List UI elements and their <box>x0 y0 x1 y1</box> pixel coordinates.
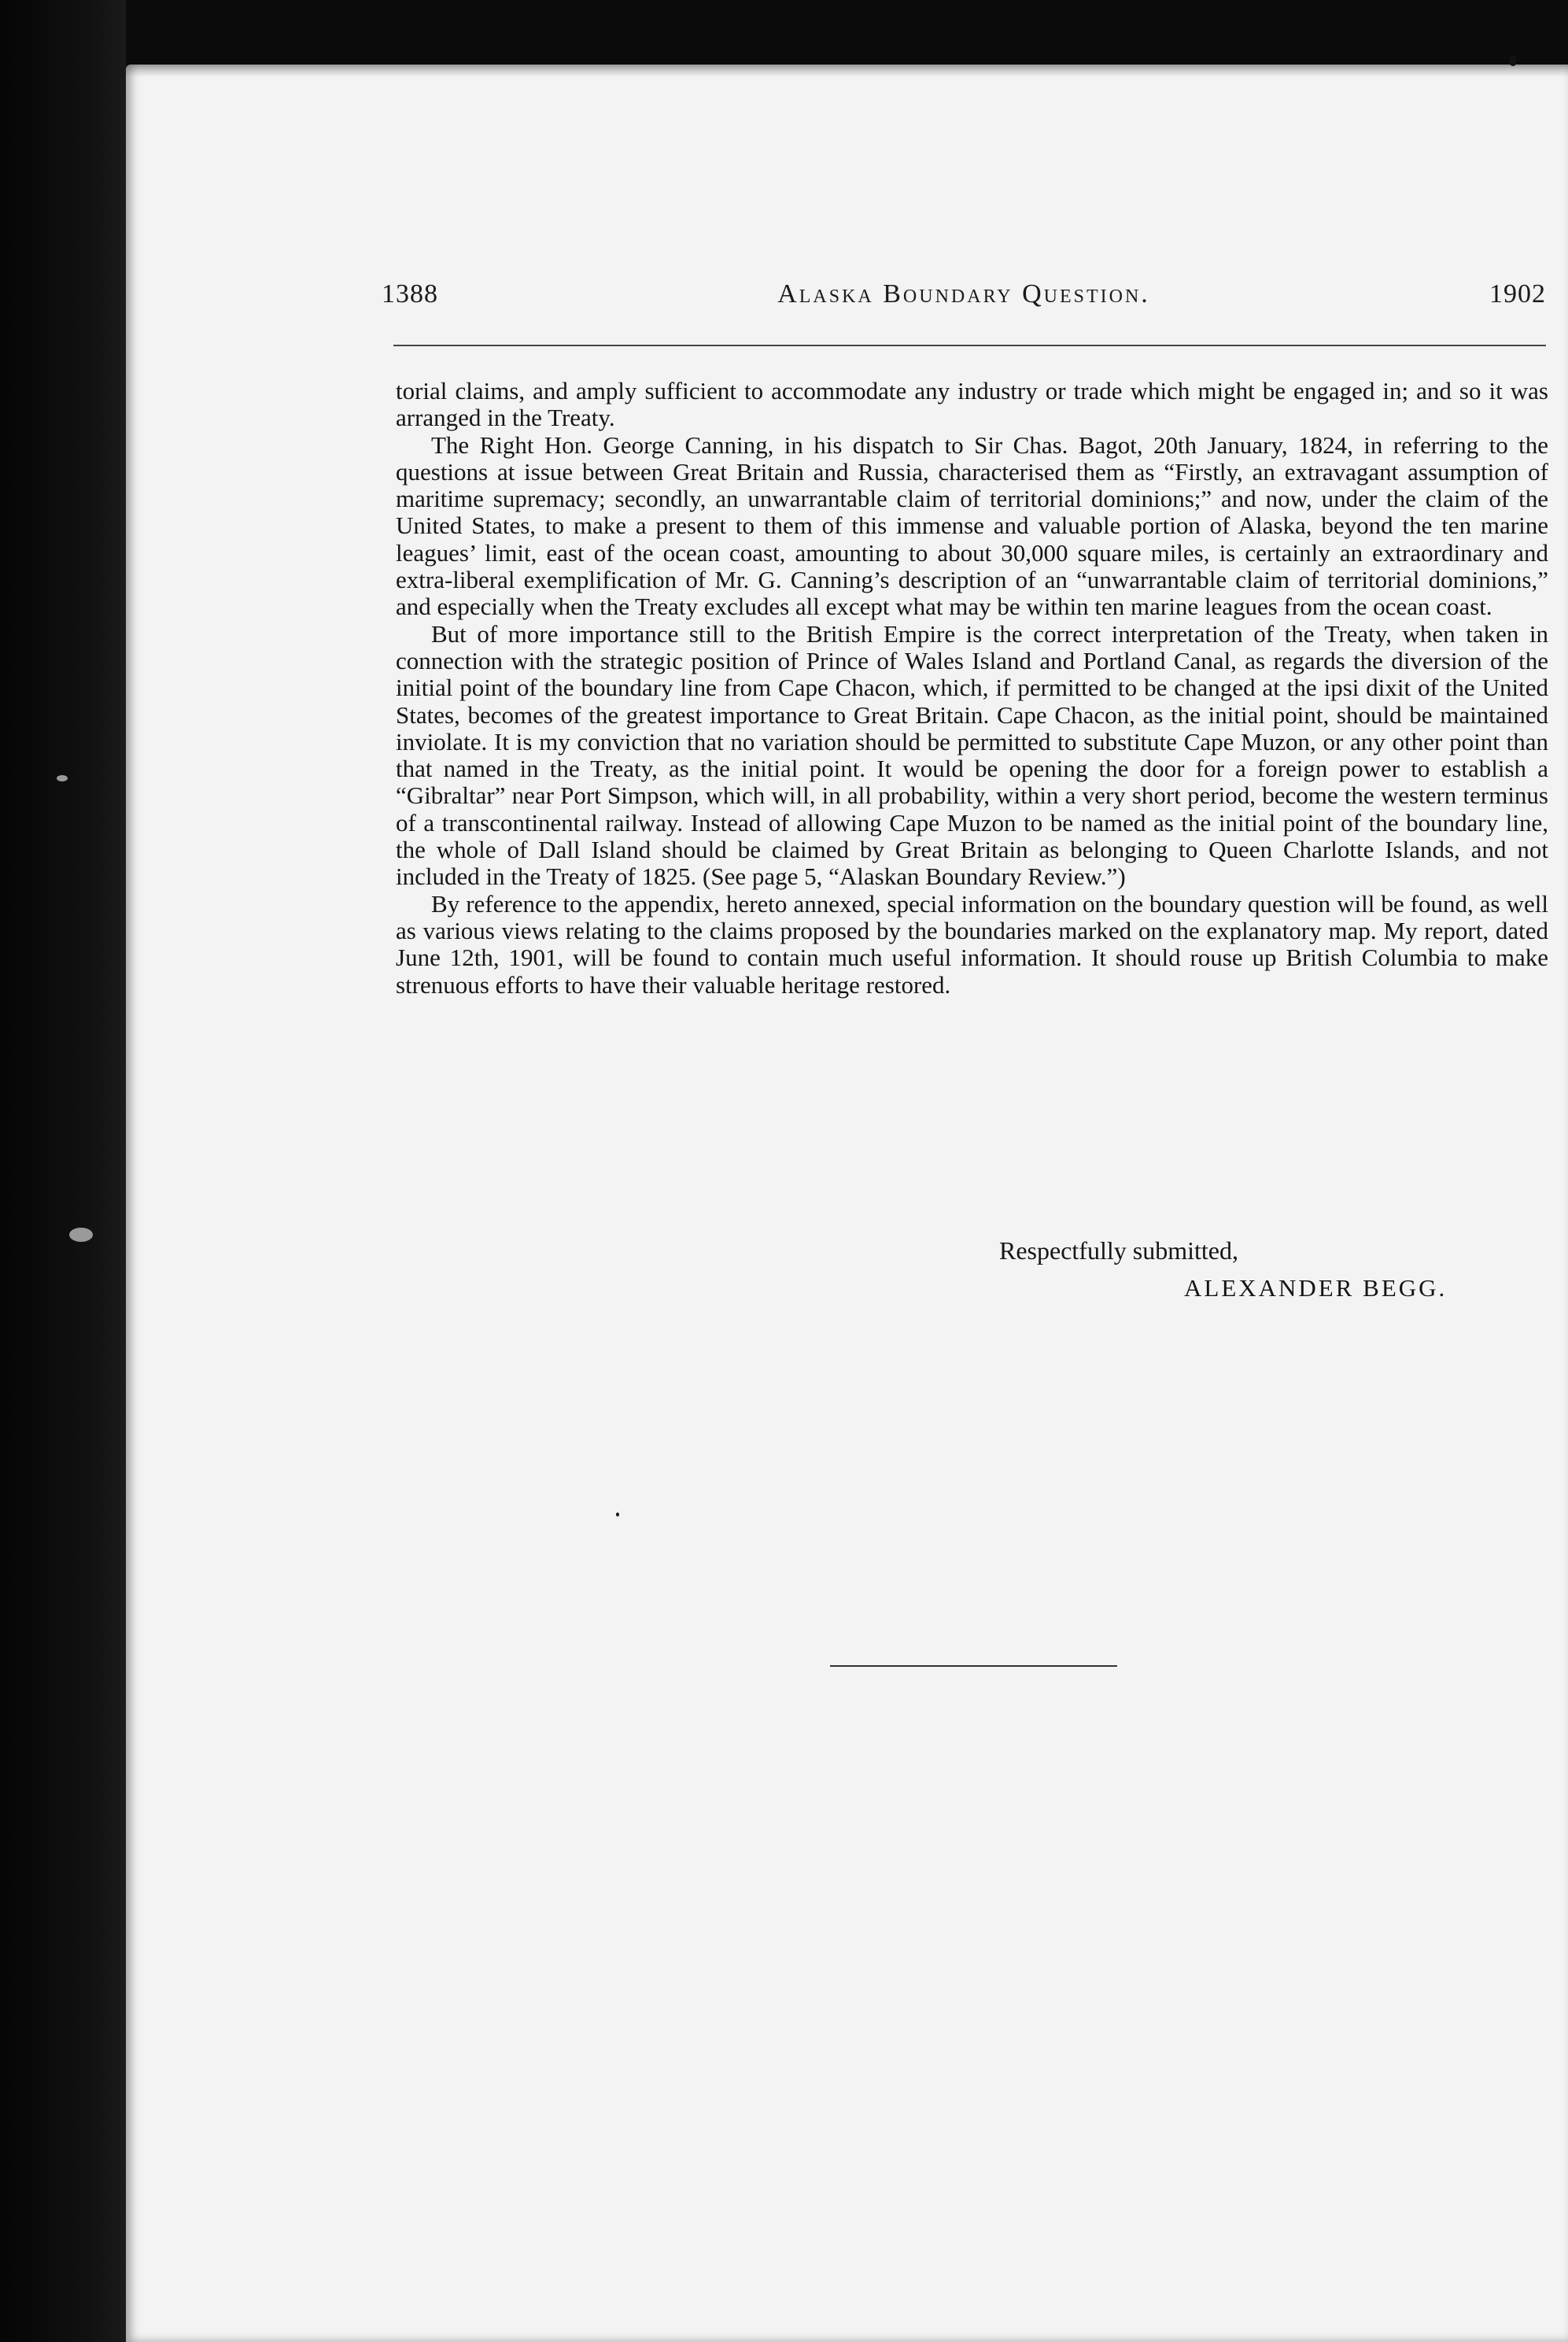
running-title: Alaska Boundary Question. <box>777 279 1150 308</box>
scan-border <box>0 0 126 2342</box>
header-rule <box>393 345 1546 346</box>
running-head <box>382 279 1546 319</box>
paragraph: torial claims, and amply sufficient to accommodate any industry or trade which might be engaged in; and so it was arranged in the Treaty. <box>396 377 1548 432</box>
salutation: Respectfully submitted, <box>999 1236 1238 1265</box>
signature: ALEXANDER BEGG. <box>1184 1274 1448 1302</box>
page-edge-shadow <box>126 65 1568 77</box>
scan-speck <box>616 1513 619 1516</box>
paragraph: By reference to the appendix, hereto annexed, special information on the boundary question will be found, as well as various views relating to the claims proposed by the boundaries marked on the explanatory map. My report, dated June 12th, 1901, will be found to contain much useful information. It should rouse up British Columbia to make strenuous efforts to have their valuable heritage restored. <box>396 889 1548 999</box>
header-year: 1902 <box>1489 279 1546 308</box>
scan-speck <box>57 775 68 781</box>
scan-speck <box>1509 55 1517 66</box>
page-number: 1388 <box>382 279 438 308</box>
scan-speck <box>69 1228 93 1242</box>
end-rule <box>830 1665 1117 1667</box>
paragraph: But of more importance still to the British Empire is the correct interpretation of the Treaty, when taken in connection with the strategic position of Prince of Wales Island and Portland Canal, as regards the diversion of the initial point of the boundary line from Cape Chacon, which, if permitted to be changed at the ipsi dixit of the United States, becomes of the greatest importance to Great Britain. Cape Chacon, as the initial point, should be maintained inviolate. It is my conviction that no variation should be permitted to substitute Cape Muzon, or any other point than that named in the Treaty, as the initial point. It would be opening the door for a foreign power to establish a “Gibraltar” near Port Simpson, which will, in all probability, within a very short period, become the western terminus of a transcontinental railway. Instead of allowing Cape Muzon to be named as the initial point of the boundary line, the whole of Dall Island should be claimed by Great Britain as belonging to Queen Charlotte Islands, and not included in the Treaty of 1825. (See page 5, “Alaskan Boundary Review.”) <box>396 619 1548 891</box>
closing-block <box>999 1232 1447 1307</box>
body-text <box>396 378 1548 999</box>
paragraph: The Right Hon. George Canning, in his dispatch to Sir Chas. Bagot, 20th January, 1824, in referring to the questions at issue between Great Britain and Russia, characterised them as “Firstly, an extravagant assumption of maritime supremacy; secondly, an unwarrantable claim of territorial dominions;” and now, under the claim of the United States, to make a present to them of this immense and valuable portion of Alaska, beyond the ten marine leagues’ limit, east of the ocean coast, amounting to about 30,000 square miles, is certainly an extraordinary and extra-liberal exemplification of Mr. G. Canning’s description of an “unwarrantable claim of territorial dominions,” and especially when the Treaty excludes all except what may be within ten marine leagues from the ocean coast. <box>396 430 1548 621</box>
